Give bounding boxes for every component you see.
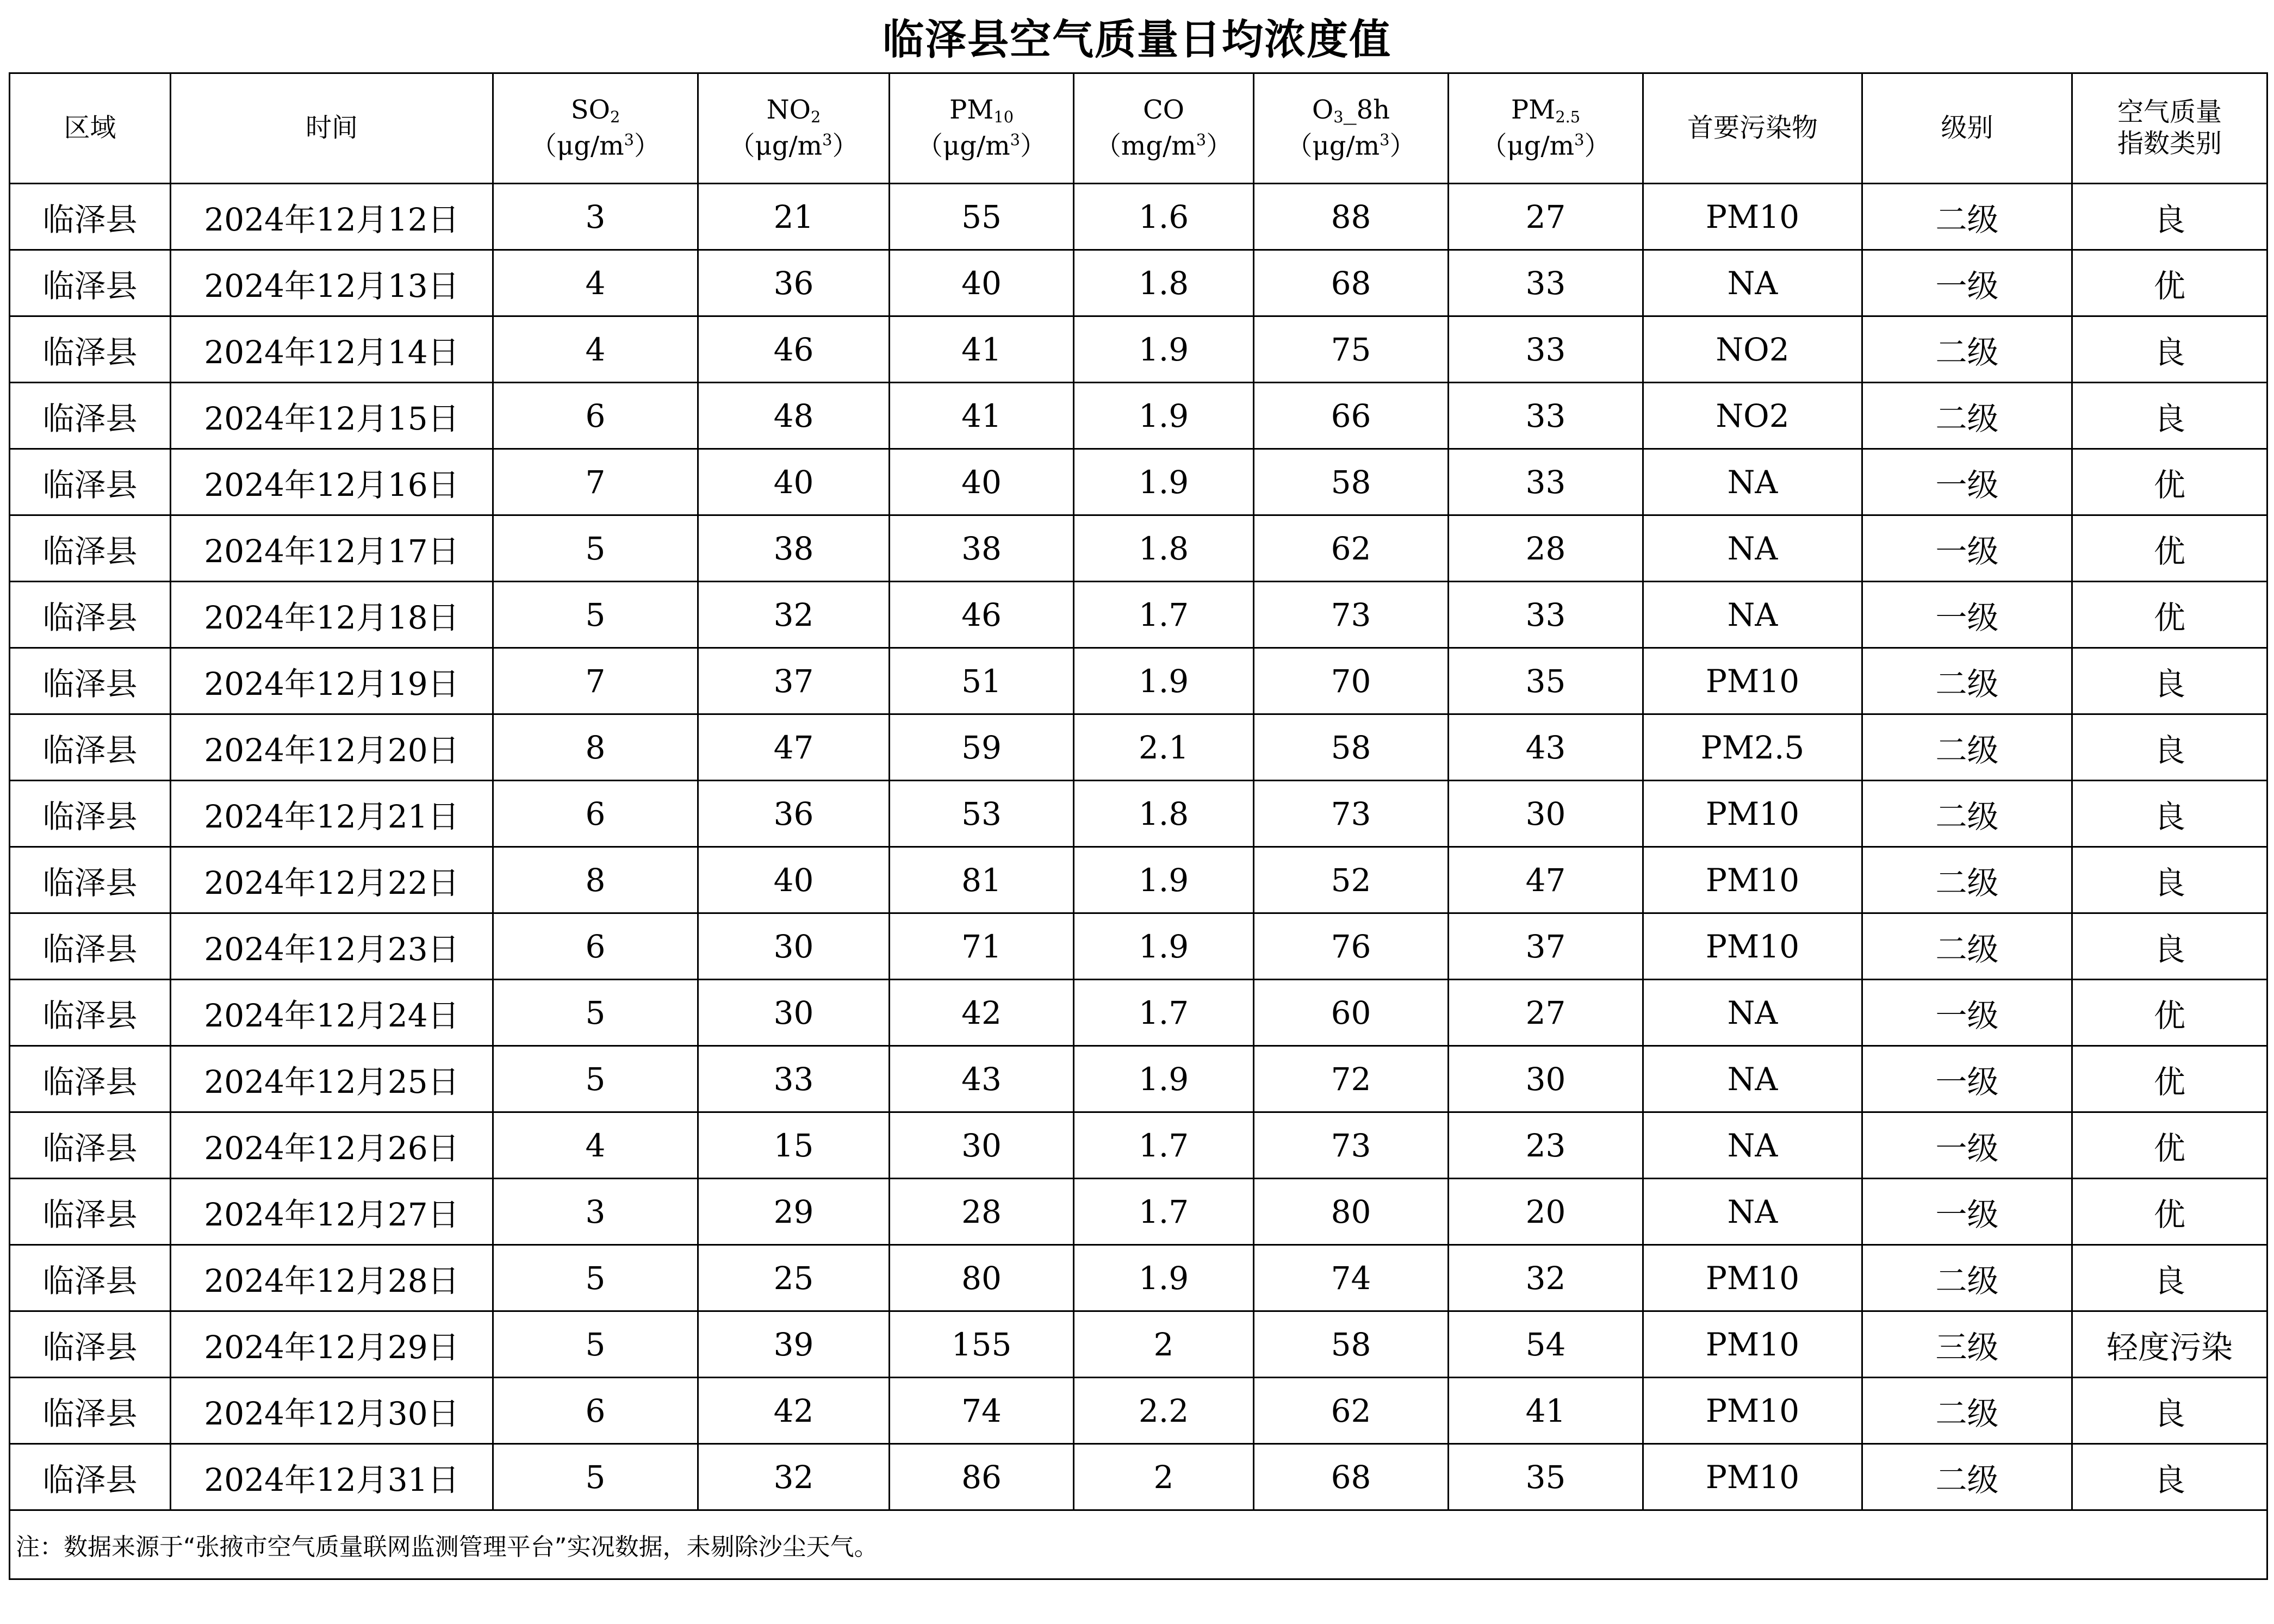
table-row — [10, 1179, 2267, 1245]
cell-category: 良 — [2072, 781, 2267, 847]
cell-so2: 5 — [493, 1046, 698, 1112]
cell-so2: 5 — [493, 515, 698, 582]
cell-area: 临泽县 — [10, 515, 171, 582]
cell-no2: 46 — [698, 316, 890, 383]
cell-pm25: 30 — [1449, 1046, 1643, 1112]
cell-co: 2.2 — [1074, 1378, 1254, 1444]
cell-primary: NA — [1643, 582, 1862, 648]
cell-date: 2024年12月14日 — [171, 316, 493, 383]
header-level: 级别 — [1862, 73, 2072, 184]
cell-o3: 75 — [1254, 316, 1449, 383]
cell-co: 1.8 — [1074, 781, 1254, 847]
cell-category: 轻度污染 — [2072, 1311, 2267, 1378]
header-no2: $NO_2$ $(\mu g/m^3)$ — [698, 73, 890, 184]
cell-o3: 58 — [1254, 1311, 1449, 1378]
cell-date: 2024年12月30日 — [171, 1378, 493, 1444]
cell-category: 优 — [2072, 582, 2267, 648]
cell-o3: 52 — [1254, 847, 1449, 913]
cell-pm10: 80 — [890, 1245, 1074, 1311]
cell-co: 1.9 — [1074, 1245, 1254, 1311]
cell-pm10: 71 — [890, 913, 1074, 980]
cell-pm10: 30 — [890, 1112, 1074, 1179]
table-row — [10, 1378, 2267, 1444]
cell-pm10: 55 — [890, 184, 1074, 250]
cell-category: 优 — [2072, 515, 2267, 582]
cell-o3: 73 — [1254, 1112, 1449, 1179]
cell-category: 良 — [2072, 316, 2267, 383]
cell-co: 1.7 — [1074, 980, 1254, 1046]
cell-pm25: 35 — [1449, 1444, 1643, 1510]
cell-pm25: 33 — [1449, 250, 1643, 316]
page-title: 临泽县空气质量日均浓度值 — [883, 15, 1391, 64]
cell-date: 2024年12月16日 — [171, 449, 493, 515]
cell-no2: 39 — [698, 1311, 890, 1378]
cell-so2: 8 — [493, 847, 698, 913]
header-o3-8h: $O_3\_8h$ $(\mu g/m^3)$ — [1254, 73, 1449, 184]
cell-co: 1.8 — [1074, 515, 1254, 582]
cell-so2: 5 — [493, 582, 698, 648]
cell-o3: 62 — [1254, 1378, 1449, 1444]
cell-level: 二级 — [1862, 913, 2072, 980]
cell-area: 临泽县 — [10, 1378, 171, 1444]
cell-pm10: 53 — [890, 781, 1074, 847]
cell-primary: NA — [1643, 515, 1862, 582]
cell-level: 二级 — [1862, 847, 2072, 913]
table-row — [10, 250, 2267, 316]
cell-area: 临泽县 — [10, 449, 171, 515]
cell-pm10: 38 — [890, 515, 1074, 582]
cell-category: 良 — [2072, 1378, 2267, 1444]
cell-o3: 58 — [1254, 714, 1449, 781]
table-row — [10, 316, 2267, 383]
cell-co: 2 — [1074, 1444, 1254, 1510]
cell-category: 良 — [2072, 847, 2267, 913]
cell-pm25: 27 — [1449, 980, 1643, 1046]
cell-pm10: 40 — [890, 250, 1074, 316]
cell-pm25: 28 — [1449, 515, 1643, 582]
cell-pm25: 30 — [1449, 781, 1643, 847]
cell-pm25: 33 — [1449, 383, 1643, 449]
air-quality-table — [9, 72, 2268, 1580]
cell-area: 临泽县 — [10, 1046, 171, 1112]
cell-pm25: 20 — [1449, 1179, 1643, 1245]
cell-category: 优 — [2072, 980, 2267, 1046]
cell-co: 1.9 — [1074, 449, 1254, 515]
cell-o3: 60 — [1254, 980, 1449, 1046]
cell-primary: PM10 — [1643, 1444, 1862, 1510]
cell-o3: 62 — [1254, 515, 1449, 582]
cell-area: 临泽县 — [10, 648, 171, 714]
table-row — [10, 515, 2267, 582]
cell-so2: 5 — [493, 1311, 698, 1378]
cell-level: 二级 — [1862, 648, 2072, 714]
cell-date: 2024年12月31日 — [171, 1444, 493, 1510]
cell-no2: 36 — [698, 250, 890, 316]
cell-so2: 5 — [493, 1245, 698, 1311]
cell-primary: NO2 — [1643, 316, 1862, 383]
cell-date: 2024年12月21日 — [171, 781, 493, 847]
cell-area: 临泽县 — [10, 250, 171, 316]
cell-level: 一级 — [1862, 250, 2072, 316]
cell-pm10: 59 — [890, 714, 1074, 781]
cell-primary: PM10 — [1643, 1245, 1862, 1311]
cell-so2: 4 — [493, 250, 698, 316]
table-row — [10, 648, 2267, 714]
cell-primary: NA — [1643, 1179, 1862, 1245]
cell-primary: PM10 — [1643, 1311, 1862, 1378]
cell-pm10: 42 — [890, 980, 1074, 1046]
cell-co: 2 — [1074, 1311, 1254, 1378]
cell-area: 临泽县 — [10, 913, 171, 980]
cell-o3: 74 — [1254, 1245, 1449, 1311]
header-primary-pollutant: 首要污染物 — [1643, 73, 1862, 184]
cell-area: 临泽县 — [10, 316, 171, 383]
table-row — [10, 1245, 2267, 1311]
cell-no2: 29 — [698, 1179, 890, 1245]
cell-pm25: 32 — [1449, 1245, 1643, 1311]
cell-level: 二级 — [1862, 714, 2072, 781]
cell-date: 2024年12月27日 — [171, 1179, 493, 1245]
cell-primary: PM10 — [1643, 648, 1862, 714]
cell-pm10: 86 — [890, 1444, 1074, 1510]
table-row — [10, 847, 2267, 913]
cell-area: 临泽县 — [10, 781, 171, 847]
cell-category: 良 — [2072, 714, 2267, 781]
cell-no2: 40 — [698, 847, 890, 913]
cell-area: 临泽县 — [10, 383, 171, 449]
header-aqi-category: 空气质量 指数类别 — [2072, 73, 2267, 184]
cell-pm10: 41 — [890, 316, 1074, 383]
cell-so2: 7 — [493, 648, 698, 714]
cell-o3: 70 — [1254, 648, 1449, 714]
cell-no2: 25 — [698, 1245, 890, 1311]
table-row — [10, 184, 2267, 250]
cell-co: 1.9 — [1074, 648, 1254, 714]
cell-date: 2024年12月17日 — [171, 515, 493, 582]
footnote-row — [10, 1510, 2267, 1579]
table-row — [10, 913, 2267, 980]
cell-area: 临泽县 — [10, 847, 171, 913]
cell-o3: 66 — [1254, 383, 1449, 449]
cell-so2: 4 — [493, 1112, 698, 1179]
cell-area: 临泽县 — [10, 582, 171, 648]
cell-area: 临泽县 — [10, 980, 171, 1046]
cell-no2: 32 — [698, 1444, 890, 1510]
cell-co: 1.8 — [1074, 250, 1254, 316]
header-pm10: $PM_{10}$ $(\mu g/m^3)$ — [890, 73, 1074, 184]
cell-so2: 6 — [493, 383, 698, 449]
cell-o3: 76 — [1254, 913, 1449, 980]
cell-level: 二级 — [1862, 316, 2072, 383]
cell-primary: PM10 — [1643, 913, 1862, 980]
cell-pm25: 27 — [1449, 184, 1643, 250]
cell-level: 二级 — [1862, 781, 2072, 847]
cell-category: 良 — [2072, 184, 2267, 250]
cell-pm10: 46 — [890, 582, 1074, 648]
cell-o3: 68 — [1254, 250, 1449, 316]
footnote: 注：数据来源于“张掖市空气质量联网监测管理平台”实况数据，未剔除沙尘天气。 — [10, 1510, 2267, 1579]
cell-no2: 36 — [698, 781, 890, 847]
cell-level: 一级 — [1862, 449, 2072, 515]
cell-category: 优 — [2072, 449, 2267, 515]
cell-level: 一级 — [1862, 1179, 2072, 1245]
cell-category: 优 — [2072, 250, 2267, 316]
cell-so2: 4 — [493, 316, 698, 383]
cell-date: 2024年12月26日 — [171, 1112, 493, 1179]
cell-o3: 58 — [1254, 449, 1449, 515]
cell-date: 2024年12月28日 — [171, 1245, 493, 1311]
cell-primary: PM10 — [1643, 1378, 1862, 1444]
table-body — [10, 184, 2267, 1510]
cell-category: 优 — [2072, 1179, 2267, 1245]
cell-co: 1.7 — [1074, 1112, 1254, 1179]
cell-pm25: 35 — [1449, 648, 1643, 714]
cell-no2: 40 — [698, 449, 890, 515]
cell-primary: NA — [1643, 980, 1862, 1046]
cell-o3: 73 — [1254, 781, 1449, 847]
cell-date: 2024年12月13日 — [171, 250, 493, 316]
header-pm25: $PM_{2.5}$ $(\mu g/m^3)$ — [1449, 73, 1643, 184]
cell-no2: 37 — [698, 648, 890, 714]
cell-primary: NA — [1643, 1046, 1862, 1112]
cell-category: 优 — [2072, 1046, 2267, 1112]
cell-primary: NA — [1643, 1112, 1862, 1179]
cell-no2: 47 — [698, 714, 890, 781]
cell-o3: 88 — [1254, 184, 1449, 250]
table-row — [10, 980, 2267, 1046]
cell-so2: 7 — [493, 449, 698, 515]
cell-area: 临泽县 — [10, 1179, 171, 1245]
cell-no2: 21 — [698, 184, 890, 250]
cell-pm25: 33 — [1449, 582, 1643, 648]
cell-level: 二级 — [1862, 1378, 2072, 1444]
cell-date: 2024年12月25日 — [171, 1046, 493, 1112]
header-so2: $SO_2$ $(\mu g/m^3)$ — [493, 73, 698, 184]
cell-level: 一级 — [1862, 1046, 2072, 1112]
cell-no2: 30 — [698, 980, 890, 1046]
cell-pm10: 51 — [890, 648, 1074, 714]
cell-date: 2024年12月24日 — [171, 980, 493, 1046]
cell-pm25: 43 — [1449, 714, 1643, 781]
cell-area: 临泽县 — [10, 714, 171, 781]
cell-pm25: 23 — [1449, 1112, 1643, 1179]
cell-pm10: 155 — [890, 1311, 1074, 1378]
cell-co: 1.9 — [1074, 847, 1254, 913]
cell-no2: 15 — [698, 1112, 890, 1179]
table-row — [10, 1112, 2267, 1179]
table-row — [10, 582, 2267, 648]
table-row — [10, 1046, 2267, 1112]
cell-so2: 8 — [493, 714, 698, 781]
cell-co: 1.9 — [1074, 1046, 1254, 1112]
cell-no2: 42 — [698, 1378, 890, 1444]
table-row — [10, 449, 2267, 515]
cell-date: 2024年12月29日 — [171, 1311, 493, 1378]
cell-date: 2024年12月22日 — [171, 847, 493, 913]
cell-date: 2024年12月15日 — [171, 383, 493, 449]
cell-area: 临泽县 — [10, 184, 171, 250]
cell-no2: 38 — [698, 515, 890, 582]
cell-pm10: 43 — [890, 1046, 1074, 1112]
cell-area: 临泽县 — [10, 1311, 171, 1378]
cell-so2: 3 — [493, 184, 698, 250]
cell-o3: 72 — [1254, 1046, 1449, 1112]
cell-no2: 48 — [698, 383, 890, 449]
cell-pm25: 41 — [1449, 1378, 1643, 1444]
cell-so2: 6 — [493, 781, 698, 847]
cell-co: 1.6 — [1074, 184, 1254, 250]
table-row — [10, 1311, 2267, 1378]
cell-primary: PM2.5 — [1643, 714, 1862, 781]
cell-level: 三级 — [1862, 1311, 2072, 1378]
cell-primary: NO2 — [1643, 383, 1862, 449]
table-row — [10, 1444, 2267, 1510]
cell-so2: 6 — [493, 913, 698, 980]
cell-level: 二级 — [1862, 1245, 2072, 1311]
cell-date: 2024年12月23日 — [171, 913, 493, 980]
cell-o3: 80 — [1254, 1179, 1449, 1245]
cell-no2: 33 — [698, 1046, 890, 1112]
header-co: CO $(mg/m^3)$ — [1074, 73, 1254, 184]
cell-level: 一级 — [1862, 1112, 2072, 1179]
cell-category: 良 — [2072, 1444, 2267, 1510]
cell-pm25: 54 — [1449, 1311, 1643, 1378]
cell-co: 1.9 — [1074, 913, 1254, 980]
cell-category: 良 — [2072, 648, 2267, 714]
cell-area: 临泽县 — [10, 1444, 171, 1510]
cell-date: 2024年12月18日 — [171, 582, 493, 648]
cell-o3: 68 — [1254, 1444, 1449, 1510]
cell-primary: NA — [1643, 250, 1862, 316]
cell-date: 2024年12月19日 — [171, 648, 493, 714]
cell-level: 一级 — [1862, 582, 2072, 648]
cell-co: 1.9 — [1074, 316, 1254, 383]
cell-primary: NA — [1643, 449, 1862, 515]
cell-pm10: 28 — [890, 1179, 1074, 1245]
cell-primary: PM10 — [1643, 847, 1862, 913]
cell-primary: PM10 — [1643, 781, 1862, 847]
cell-level: 二级 — [1862, 184, 2072, 250]
header-area: 区域 — [10, 73, 171, 184]
cell-no2: 32 — [698, 582, 890, 648]
header-time: 时间 — [171, 73, 493, 184]
cell-date: 2024年12月12日 — [171, 184, 493, 250]
cell-date: 2024年12月20日 — [171, 714, 493, 781]
cell-o3: 73 — [1254, 582, 1449, 648]
cell-pm25: 33 — [1449, 316, 1643, 383]
cell-so2: 5 — [493, 980, 698, 1046]
cell-co: 2.1 — [1074, 714, 1254, 781]
cell-pm25: 33 — [1449, 449, 1643, 515]
cell-pm10: 81 — [890, 847, 1074, 913]
cell-so2: 6 — [493, 1378, 698, 1444]
cell-co: 1.9 — [1074, 383, 1254, 449]
cell-so2: 5 — [493, 1444, 698, 1510]
cell-no2: 30 — [698, 913, 890, 980]
cell-pm10: 41 — [890, 383, 1074, 449]
cell-area: 临泽县 — [10, 1245, 171, 1311]
cell-category: 优 — [2072, 1112, 2267, 1179]
table-row — [10, 383, 2267, 449]
cell-co: 1.7 — [1074, 582, 1254, 648]
header-row — [10, 73, 2267, 184]
table-row — [10, 714, 2267, 781]
cell-primary: PM10 — [1643, 184, 1862, 250]
cell-pm10: 40 — [890, 449, 1074, 515]
cell-so2: 3 — [493, 1179, 698, 1245]
cell-category: 良 — [2072, 383, 2267, 449]
cell-level: 二级 — [1862, 1444, 2072, 1510]
cell-category: 良 — [2072, 913, 2267, 980]
cell-level: 一级 — [1862, 980, 2072, 1046]
cell-pm25: 37 — [1449, 913, 1643, 980]
cell-pm10: 74 — [890, 1378, 1074, 1444]
cell-category: 良 — [2072, 1245, 2267, 1311]
cell-area: 临泽县 — [10, 1112, 171, 1179]
cell-pm25: 47 — [1449, 847, 1643, 913]
cell-level: 二级 — [1862, 383, 2072, 449]
cell-level: 一级 — [1862, 515, 2072, 582]
table-row — [10, 781, 2267, 847]
cell-co: 1.7 — [1074, 1179, 1254, 1245]
